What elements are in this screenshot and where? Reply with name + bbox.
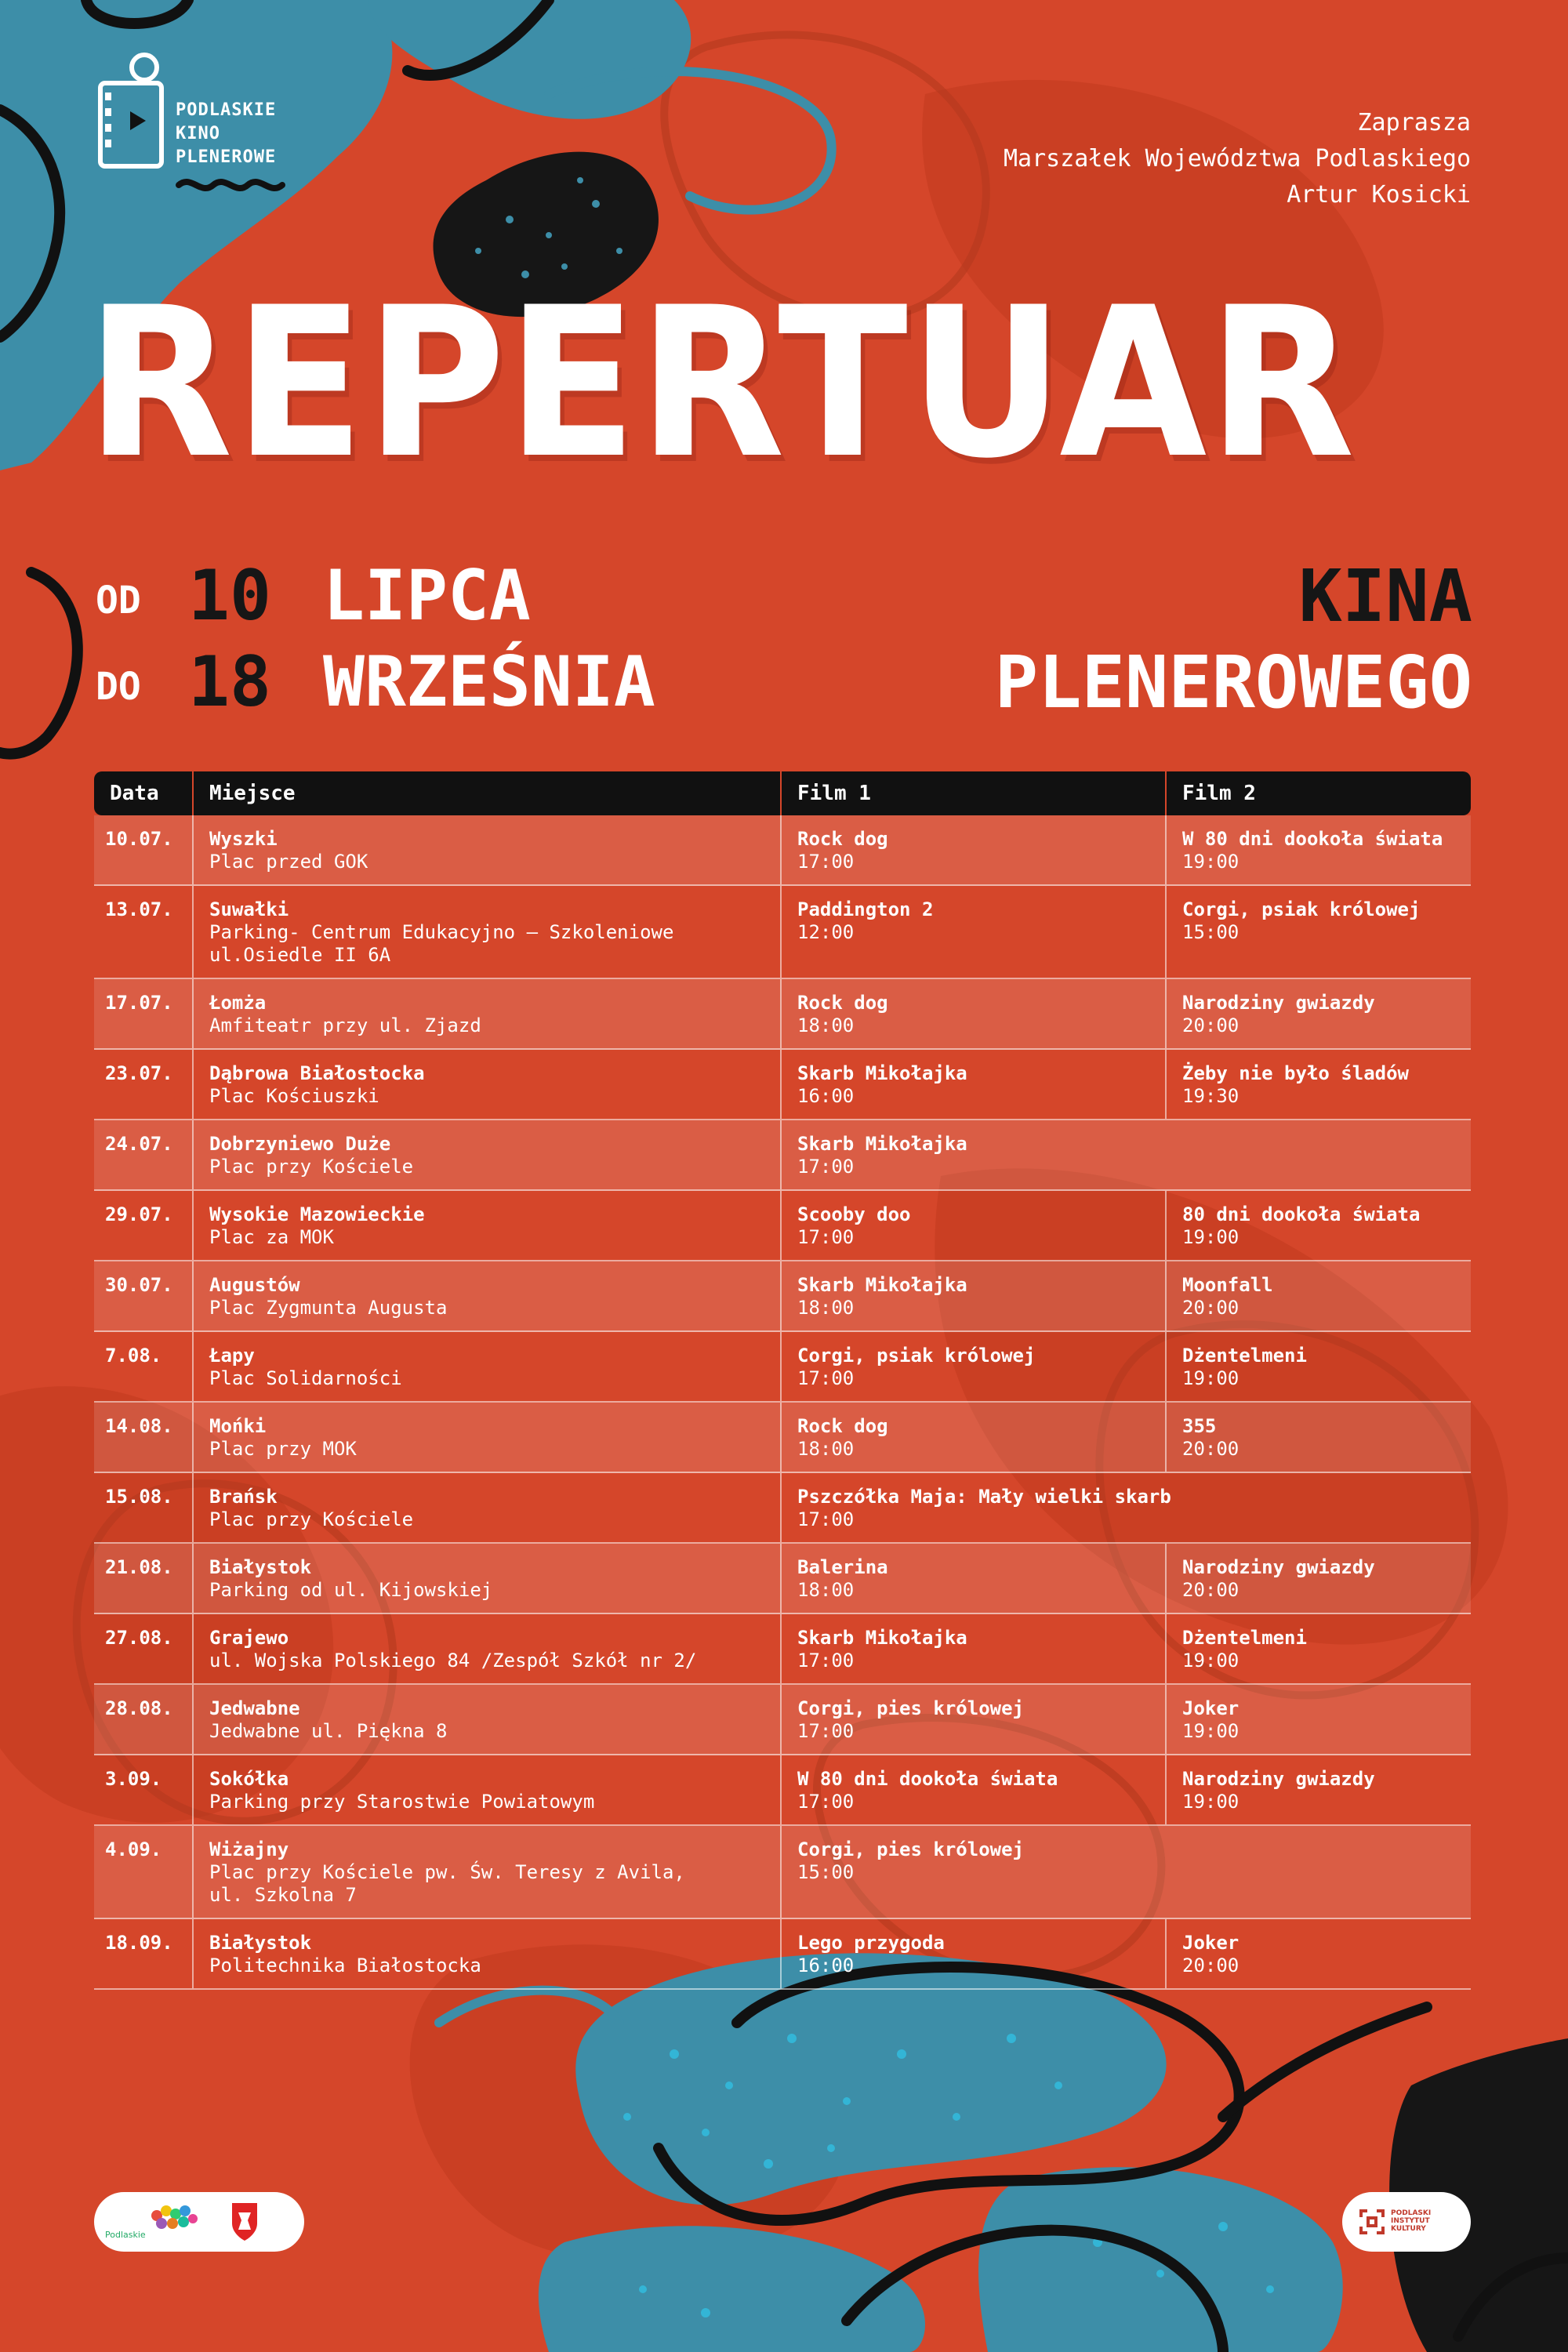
film-title: Corgi, pies królowej xyxy=(797,1697,1024,1719)
film-title: Żeby nie było śladów xyxy=(1182,1062,1409,1084)
place-name: Grajewo xyxy=(209,1627,289,1649)
place-cell xyxy=(192,979,780,1048)
film-time: 12:00 xyxy=(797,921,855,943)
date-text: 29.07. xyxy=(105,1203,173,1225)
date-month: LIPCA xyxy=(323,555,531,636)
film2-cell xyxy=(1165,886,1471,978)
date-text: 7.08. xyxy=(105,1345,162,1367)
column-header: Film 1 xyxy=(780,771,1165,815)
film-title: 80 dni dookoła świata xyxy=(1182,1203,1421,1225)
film-title: Skarb Mikołajka xyxy=(797,1133,967,1155)
date-cell xyxy=(94,1919,192,1988)
film-time: 17:00 xyxy=(797,1226,855,1248)
film1-cell xyxy=(780,1261,1165,1330)
date-text: 14.08. xyxy=(105,1415,173,1437)
film1-cell xyxy=(780,815,1165,884)
film-time: 19:00 xyxy=(1182,1650,1240,1671)
place-detail: Plac przy Kościele xyxy=(209,1156,414,1178)
film2-cell xyxy=(1165,815,1471,884)
film1-cell xyxy=(780,979,1165,1048)
table-body xyxy=(94,815,1471,1990)
film-time: 17:00 xyxy=(797,1720,855,1742)
film2-cell xyxy=(1165,1685,1471,1754)
table-row xyxy=(94,1685,1471,1755)
film-title: Narodziny gwiazdy xyxy=(1182,1768,1375,1790)
film-time: 18:00 xyxy=(797,1014,855,1036)
table-row xyxy=(94,979,1471,1050)
film-title: Joker xyxy=(1182,1932,1240,1954)
schedule-table xyxy=(94,771,1471,1990)
place-cell xyxy=(192,886,780,978)
place-name: Wyszki xyxy=(209,828,278,850)
date-cell xyxy=(94,815,192,884)
film-time: 19:00 xyxy=(1182,1226,1240,1248)
film-time: 19:00 xyxy=(1182,1367,1240,1389)
film1-cell xyxy=(780,1050,1165,1119)
table-row xyxy=(94,1332,1471,1403)
date-text: 21.08. xyxy=(105,1556,173,1578)
film2-cell xyxy=(1165,979,1471,1048)
place-cell xyxy=(192,1403,780,1472)
film-reel-icon xyxy=(93,52,179,185)
film2-cell xyxy=(1165,1544,1471,1613)
subtitle-line: KINA xyxy=(1298,554,1472,638)
film-title: Moonfall xyxy=(1182,1274,1273,1296)
invite-line: Marszałek Województwa Podlaskiego xyxy=(1003,145,1471,172)
table-row xyxy=(94,1191,1471,1261)
pik-text xyxy=(1391,2209,1431,2233)
place-name: Augustów xyxy=(209,1274,300,1296)
place-detail: Plac przy MOK xyxy=(209,1438,357,1460)
table-row xyxy=(94,1614,1471,1685)
pik-line: INSTYTUT xyxy=(1391,2217,1430,2225)
place-cell xyxy=(192,1919,780,1988)
date-text: 28.08. xyxy=(105,1697,173,1719)
place-detail: ul.Osiedle II 6A xyxy=(209,944,391,966)
place-name: Brańsk xyxy=(209,1486,278,1508)
film-title: Scooby doo xyxy=(797,1203,911,1225)
place-cell xyxy=(192,1755,780,1824)
date-cell xyxy=(94,1050,192,1119)
date-cell xyxy=(94,1473,192,1542)
table-row xyxy=(94,1473,1471,1544)
film-time: 17:00 xyxy=(797,851,855,873)
place-cell xyxy=(192,1826,780,1918)
invitation-text xyxy=(1004,105,1471,213)
logo-line: PODLASKIE xyxy=(176,100,277,120)
date-text: 4.09. xyxy=(105,1838,162,1860)
film1-cell xyxy=(780,1755,1165,1824)
sponsor-logos-left xyxy=(94,2192,304,2252)
place-cell xyxy=(192,815,780,884)
date-prefix: OD xyxy=(96,579,141,622)
invite-line: Zaprasza xyxy=(1357,109,1471,136)
date-text: 18.09. xyxy=(105,1932,173,1954)
place-name: Wysokie Mazowieckie xyxy=(209,1203,425,1225)
film-title: Joker xyxy=(1182,1697,1240,1719)
film-time: 17:00 xyxy=(797,1156,855,1178)
film-title: Pszczółka Maja: Mały wielki skarb xyxy=(797,1486,1171,1508)
date-cell xyxy=(94,1332,192,1401)
date-cell xyxy=(94,1826,192,1918)
film-title: Rock dog xyxy=(797,828,888,850)
date-text: 23.07. xyxy=(105,1062,173,1084)
date-text: 15.08. xyxy=(105,1486,173,1508)
pik-line: KULTURY xyxy=(1391,2225,1426,2233)
place-detail: Plac Zygmunta Augusta xyxy=(209,1297,448,1319)
place-detail: Parking przy Starostwie Powiatowym xyxy=(209,1791,595,1813)
place-name: Dobrzyniewo Duże xyxy=(209,1133,391,1155)
date-text: 10.07. xyxy=(105,828,173,850)
place-detail: Plac za MOK xyxy=(209,1226,334,1248)
film-title: Dżentelmeni xyxy=(1182,1345,1307,1367)
table-row xyxy=(94,1544,1471,1614)
film2-cell xyxy=(1165,1261,1471,1330)
invite-line: Artur Kosicki xyxy=(1287,181,1471,209)
page-title: REPERTUAR xyxy=(86,263,1356,504)
film-title: Narodziny gwiazdy xyxy=(1182,1556,1375,1578)
film-time: 17:00 xyxy=(797,1650,855,1671)
film-time: 20:00 xyxy=(1182,1579,1240,1601)
table-row xyxy=(94,1120,1471,1191)
date-cell xyxy=(94,1544,192,1613)
film-time: 15:00 xyxy=(1182,921,1240,943)
table-row xyxy=(94,1403,1471,1473)
place-detail: Politechnika Białostocka xyxy=(209,1955,481,1976)
place-cell xyxy=(192,1473,780,1542)
brand-logo xyxy=(93,52,296,193)
place-detail: Parking- Centrum Edukacyjno – Szkoleniowe xyxy=(209,921,674,943)
place-detail: ul. Szkolna 7 xyxy=(209,1884,357,1906)
pik-logo-icon xyxy=(1356,2206,1388,2238)
film-time: 18:00 xyxy=(797,1297,855,1319)
place-detail: Parking od ul. Kijowskiej xyxy=(209,1579,493,1601)
place-name: Wiżajny xyxy=(209,1838,289,1860)
place-name: Mońki xyxy=(209,1415,267,1437)
place-name: Białystok xyxy=(209,1932,312,1954)
date-day: 18 xyxy=(188,641,271,722)
date-cell xyxy=(94,1614,192,1683)
date-month: WRZEŚNIA xyxy=(323,641,655,722)
place-cell xyxy=(192,1191,780,1260)
film2-cell xyxy=(1165,1403,1471,1472)
logo-line: PLENEROWE xyxy=(176,147,277,167)
date-cell xyxy=(94,979,192,1048)
film-title: Corgi, psiak królowej xyxy=(797,1345,1036,1367)
date-cell xyxy=(94,1685,192,1754)
date-cell xyxy=(94,1403,192,1472)
place-detail: Amfiteatr przy ul. Zjazd xyxy=(209,1014,481,1036)
film-title: Balerina xyxy=(797,1556,888,1578)
film-time: 18:00 xyxy=(797,1438,855,1460)
column-header: Data xyxy=(110,782,159,805)
film-title: Narodziny gwiazdy xyxy=(1182,992,1375,1014)
date-text: 27.08. xyxy=(105,1627,173,1649)
film-time: 19:30 xyxy=(1182,1085,1240,1107)
film2-cell xyxy=(1165,1755,1471,1824)
place-cell xyxy=(192,1614,780,1683)
film-time: 20:00 xyxy=(1182,1014,1240,1036)
bison-logo-icon xyxy=(133,2195,243,2250)
place-name: Suwałki xyxy=(209,898,289,920)
date-text: 30.07. xyxy=(105,1274,173,1296)
date-text: 17.07. xyxy=(105,992,173,1014)
film2-cell xyxy=(1165,1614,1471,1683)
table-header xyxy=(94,771,1471,815)
place-name: Białystok xyxy=(209,1556,312,1578)
film-title: Skarb Mikołajka xyxy=(797,1274,967,1296)
place-detail: Plac Kościuszki xyxy=(209,1085,379,1107)
date-cell xyxy=(94,1120,192,1189)
table-row xyxy=(94,815,1471,886)
date-cell xyxy=(94,886,192,978)
place-name: Łapy xyxy=(209,1345,255,1367)
film1-cell xyxy=(780,1919,1165,1988)
film-title: Paddington 2 xyxy=(797,898,934,920)
table-row xyxy=(94,1755,1471,1826)
film1-cell xyxy=(780,886,1165,978)
film1-cell xyxy=(780,1544,1165,1613)
film-time: 19:00 xyxy=(1182,1791,1240,1813)
film1-cell xyxy=(780,1614,1165,1683)
film1-cell xyxy=(780,1473,1471,1542)
place-cell xyxy=(192,1120,780,1189)
film-time: 16:00 xyxy=(797,1955,855,1976)
place-detail: Jedwabne ul. Piękna 8 xyxy=(209,1720,448,1742)
film-time: 16:00 xyxy=(797,1085,855,1107)
film-time: 20:00 xyxy=(1182,1955,1240,1976)
place-cell xyxy=(192,1544,780,1613)
film-title: Skarb Mikołajka xyxy=(797,1062,967,1084)
date-cell xyxy=(94,1755,192,1824)
date-prefix: DO xyxy=(96,665,141,709)
wave-decoration xyxy=(176,174,285,198)
film1-cell xyxy=(780,1120,1471,1189)
place-detail: Plac przy Kościele pw. Św. Teresy z Avila, xyxy=(209,1861,685,1883)
film-time: 17:00 xyxy=(797,1508,855,1530)
film2-cell xyxy=(1165,1919,1471,1988)
film-time: 18:00 xyxy=(797,1579,855,1601)
film-time: 17:00 xyxy=(797,1367,855,1389)
film2-cell xyxy=(1165,1191,1471,1260)
film-title: Rock dog xyxy=(797,992,888,1014)
place-cell xyxy=(192,1261,780,1330)
subtitle xyxy=(995,554,1472,726)
place-name: Jedwabne xyxy=(209,1697,300,1719)
film-time: 17:00 xyxy=(797,1791,855,1813)
film-time: 19:00 xyxy=(1182,1720,1240,1742)
date-text: 24.07. xyxy=(105,1133,173,1155)
table-row xyxy=(94,1050,1471,1120)
film-title: W 80 dni dookoła świata xyxy=(1182,828,1443,850)
place-detail: ul. Wojska Polskiego 84 /Zespół Szkół nr 2/ xyxy=(209,1650,697,1671)
table-row xyxy=(94,1919,1471,1990)
subtitle-line: PLENEROWEGO xyxy=(994,641,1472,724)
place-detail: Plac przy Kościele xyxy=(209,1508,414,1530)
place-name: Dąbrowa Białostocka xyxy=(209,1062,425,1084)
film2-cell xyxy=(1165,1050,1471,1119)
place-detail: Plac przed GOK xyxy=(209,851,368,873)
date-text: 13.07. xyxy=(105,898,173,920)
film-title: Skarb Mikołajka xyxy=(797,1627,967,1649)
film-title: 355 xyxy=(1182,1415,1217,1437)
coat-of-arms-icon xyxy=(229,2200,260,2244)
film-title: Lego przygoda xyxy=(797,1932,945,1954)
film-time: 20:00 xyxy=(1182,1438,1240,1460)
film-time: 20:00 xyxy=(1182,1297,1240,1319)
film2-cell xyxy=(1165,1332,1471,1401)
film1-cell xyxy=(780,1332,1165,1401)
logo-line: KINO xyxy=(176,124,220,143)
film-title: Corgi, psiak królowej xyxy=(1182,898,1421,920)
sponsor-logo-right xyxy=(1342,2192,1471,2252)
date-cell xyxy=(94,1191,192,1260)
film1-cell xyxy=(780,1403,1165,1472)
place-detail: Plac Solidarności xyxy=(209,1367,402,1389)
place-name: Sokółka xyxy=(209,1768,289,1790)
film1-cell xyxy=(780,1826,1471,1918)
place-name: Łomża xyxy=(209,992,267,1014)
place-cell xyxy=(192,1050,780,1119)
table-row xyxy=(94,1826,1471,1919)
podlaskie-label: Podlaskie xyxy=(105,2230,146,2240)
table-row xyxy=(94,886,1471,979)
film-title: W 80 dni dookoła świata xyxy=(797,1768,1058,1790)
column-header: Film 2 xyxy=(1165,771,1471,815)
date-cell xyxy=(94,1261,192,1330)
date-day: 10 xyxy=(188,555,271,636)
pik-line: PODLASKI xyxy=(1391,2209,1432,2217)
film1-cell xyxy=(780,1685,1165,1754)
film-title: Rock dog xyxy=(797,1415,888,1437)
film-title: Corgi, pies królowej xyxy=(797,1838,1024,1860)
place-cell xyxy=(192,1332,780,1401)
date-text: 3.09. xyxy=(105,1768,162,1790)
place-cell xyxy=(192,1685,780,1754)
film1-cell xyxy=(780,1191,1165,1260)
table-row xyxy=(94,1261,1471,1332)
film-time: 19:00 xyxy=(1182,851,1240,873)
film-title: Dżentelmeni xyxy=(1182,1627,1307,1649)
column-header: Miejsce xyxy=(192,771,780,815)
film-time: 15:00 xyxy=(797,1861,855,1883)
logo-text xyxy=(176,99,276,169)
